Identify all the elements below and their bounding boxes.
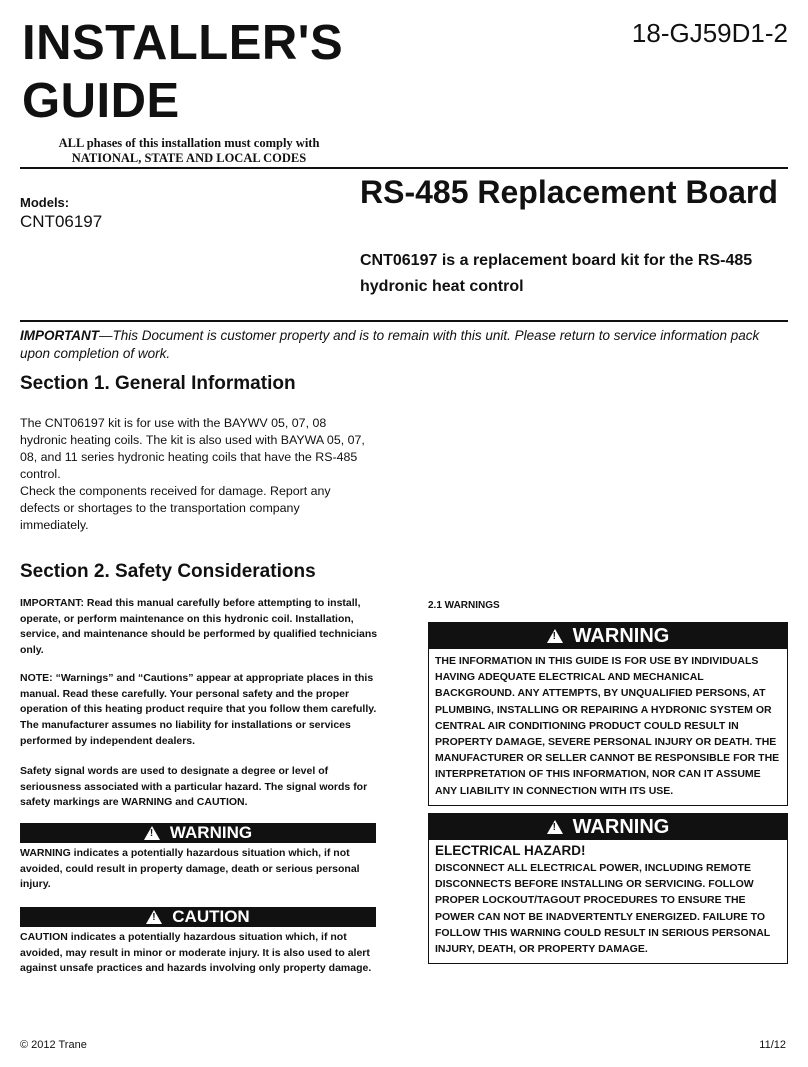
warning-label: WARNING [169,823,253,842]
codes-notice [24,136,354,166]
copyright: © 2012 Trane [20,1039,87,1051]
important-notice [20,327,780,363]
warning-box-general-header [429,623,787,649]
section1-para2: Check the components received for damage. Report any defects or shortages to the transportation company immediately. [20,484,331,532]
electrical-hazard-text: DISCONNECT ALL ELECTRICAL POWER, INCLUDING REMOTE DISCONNECTS BEFORE INSTALLING OR SERVICING. FOLLOW PROPER LOCKOUT/TAGOUT PROCEDURES TO ENSURE THE POWER CAN NOT BE INADVERTENTLY ENERGIZED. FAILURE TO FOLLOW THIS WARNING COULD RESULT IN SERIOUS PERSONAL INJURY, DEATH, OR PROPERTY DAMAGE. [435,862,771,956]
section2-para2: NOTE: “Warnings” and “Cautions” appear at appropriate places in this manual. Read these carefully. Your personal safety and the proper operation of this heating product require that you follow them carefully. The manufacturer assumes no liability for installations or services performed by independent dealers. [20,672,377,747]
warning-box-general [428,622,788,806]
section2-para3: Safety signal words are used to designate a degree or level of seriousness associated with a particular hazard. The signal words for safety markings are WARNING and CAUTION. [20,765,368,809]
title-line-1: INSTALLER'S [22,16,344,70]
product-title: RS-485 Replacement Board [360,174,778,210]
warning-box-electrical-label: WARNING [572,815,670,838]
electrical-hazard-heading: ELECTRICAL HAZARD! [435,843,586,858]
important-label: IMPORTANT [20,328,99,343]
warning-box-electrical-content [429,840,787,963]
document-title [22,14,343,130]
warning-definition: WARNING indicates a potentially hazardous situation which, if not avoided, could result in property damage, death or serious personal injury. [20,847,360,891]
caution-bar [20,907,376,927]
warning-box-electrical-header [429,814,787,840]
section1-heading: Section 1. General Information [20,373,296,394]
section1-para1: The CNT06197 kit is for use with the BAYWV 05, 07, 08 hydronic heating coils. The kit is also used with BAYWA 05, 07, 08, and 11 series hydronic heating coils that have the RS-485 control. [20,416,365,481]
warning-box-electrical [428,813,788,964]
warning-triangle-icon [547,820,563,834]
product-subtitle: CNT06197 is a replacement board kit for the RS-485 hydronic heat control [360,252,753,295]
warning-box-general-text: THE INFORMATION IN THIS GUIDE IS FOR USE BY INDIVIDUALS HAVING ADEQUATE ELECTRICAL AND MECHANICAL BACKGROUND. ANY ATTEMPTS, BY UNQUALIFIED PERSONS, AT PLUMBING, INSTALLING OR REPAIRING A HYDRONIC SYSTEM OR CENTRAL AIR CONDITIONING PRODUCT COULD RESULT IN PROPERTY DAMAGE, SEVERE PERSONAL INJURY OR DEATH. THE MANUFACTURER OR SELLER CANNOT BE RESPONSIBLE FOR THE INTERPRETATION OF THIS INFORMATION, NOR CAN IT ASSUME ANY LIABILITY IN CONNECTION WITH ITS USE. [435,655,780,797]
warning-triangle-icon [547,629,563,643]
caution-definition: CAUTION indicates a potentially hazardous situation which, if not avoided, may result in minor or moderate injury. It is also used to alert against unsafe practices and hazards involving only property damage. [20,931,372,975]
important-text: —This Document is customer property and is to remain with this unit. Please return to service information pack upon completion of work. [20,328,760,361]
codes-line-1: ALL phases of this installation must comply with [58,136,320,150]
document-number: 18-GJ59D1-2 [631,18,788,48]
warning-triangle-icon [144,826,160,840]
header-divider [20,167,788,169]
caution-triangle-icon [146,910,162,924]
important-divider [20,320,788,322]
warning-bar [20,823,376,843]
warnings-heading: 2.1 WARNINGS [428,600,500,611]
models-value: CNT06197 [20,212,103,231]
section2-para1: IMPORTANT: Read this manual carefully before attempting to install, operate, or perform maintenance on this hydronic coil. Installation, service, and maintenance should be performed by qualified technicians only. [20,597,378,657]
warning-box-general-label: WARNING [572,624,670,647]
codes-line-2: NATIONAL, STATE AND LOCAL CODES [71,151,307,165]
section2-heading: Section 2. Safety Considerations [20,561,316,582]
section1-body [20,415,370,534]
revision-date: 11/12 [759,1039,786,1051]
models-label: Models: [20,195,70,210]
caution-label: CAUTION [172,907,250,926]
title-line-2: GUIDE [22,74,180,128]
